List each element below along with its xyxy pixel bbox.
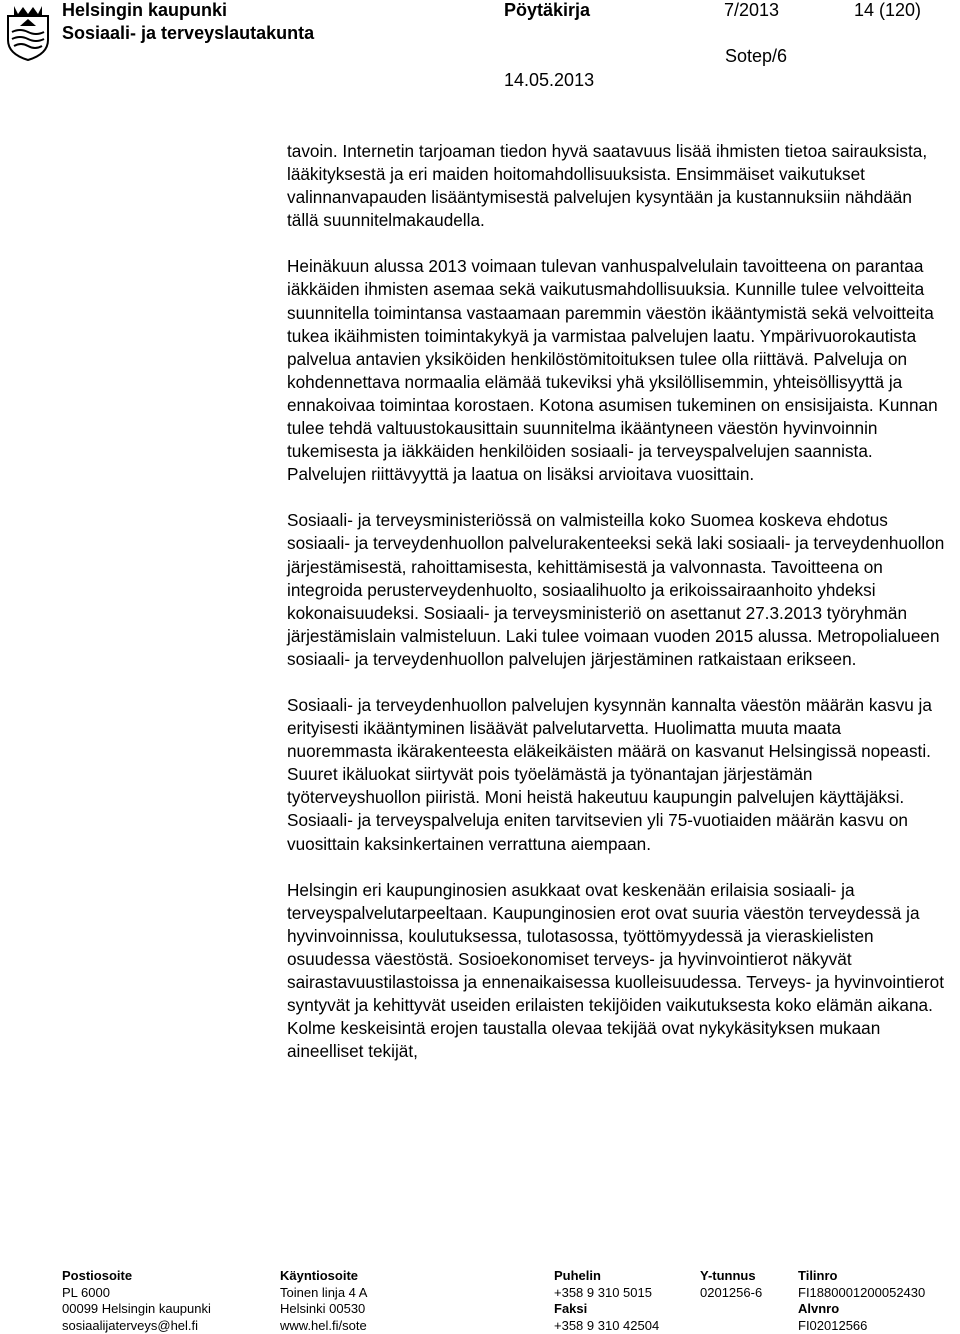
- footer-label: Postiosoite: [62, 1268, 211, 1285]
- footer-value: 0201256-6: [700, 1285, 762, 1302]
- board-name: Sosiaali- ja terveyslautakunta: [62, 23, 314, 43]
- organization-name: Helsingin kaupunki: [62, 0, 227, 20]
- footer-phone: [554, 1268, 659, 1334]
- footer-postal-address: [62, 1268, 211, 1334]
- footer-value: 00099 Helsingin kaupunki: [62, 1301, 211, 1318]
- footer-visiting-address: [280, 1268, 367, 1334]
- paragraph: Heinäkuun alussa 2013 voimaan tulevan vanhuspalvelulain tavoitteena on parantaa iäkkäiden ihmisten asemaa sekä vaikutusmahdollisuuksia. Kunnille tulee velvoitteita suunnitella toimintansa vastaamaan paremmin väestön ikääntymistä sekä velvoitteita tukea ikäihmisten toimintakykyä ja varmistaa palvelujen laatu. Ympärivuorokautista palvelua antavien yksiköiden henkilöstömitoituksen tulee olla riittävä. Palveluja on kohdennettava normaalia elämää tukeviksi yhä yksilöllisemmin, yhteisöllisyyttä ja ennakoivaa toimintaa korostaen. Kotona asumisen tukeminen on ensisijaista. Kunnan tulee tehdä valtuustokausittain suunnitelma ikääntyneen väestön hyvinvoinnin tukemisesta ja iäkkäiden henkilöiden sosiaali- ja terveyspalvelujen saannista. Palvelujen riittävyyttä ja laatua on lisäksi arvioitava vuosittain.: [287, 255, 947, 486]
- meeting-date: 14.05.2013: [504, 70, 594, 90]
- paragraph: Sosiaali- ja terveydenhuollon palvelujen kysynnän kannalta väestön määrän kasvu ja erityisesti ikääntyminen lisäävät palvelutarvetta. Huolimatta muuta maata nuoremmasta ikärakenteesta eläkeikäisten määrä on kasvanut Helsingissä nopeasti. Suuret ikäluokat siirtyvät pois työelämästä ja työnantajan järjestämän työterveyshuollon piiristä. Moni heistä hakeutuu kaupungin palvelujen käyttäjäksi. Sosiaali- ja terveyspalveluja eniten tarvitsevien yli 75-vuotiaiden määrän kasvu on vuosittain kaksinkertainen verrattuna aiempaan.: [287, 694, 947, 856]
- footer-value: FI02012566: [798, 1318, 925, 1334]
- footer-value: +358 9 310 42504: [554, 1318, 659, 1334]
- footer-label: Alvnro: [798, 1301, 925, 1318]
- footer-value: FI1880001200052430: [798, 1285, 925, 1302]
- footer-value: Toinen linja 4 A: [280, 1285, 367, 1302]
- footer-website: www.hel.fi/sote: [280, 1318, 367, 1334]
- footer-account: [798, 1268, 925, 1334]
- agenda-item: Sotep/6: [725, 46, 787, 66]
- footer-label: Käyntiosoite: [280, 1268, 367, 1285]
- footer-label: Y-tunnus: [700, 1268, 762, 1285]
- footer-label: Tilinro: [798, 1268, 925, 1285]
- footer-label: Puhelin: [554, 1268, 659, 1285]
- helsinki-crest-icon: [4, 2, 52, 62]
- footer-email: sosiaalijaterveys@hel.fi: [62, 1318, 211, 1334]
- paragraph: Helsingin eri kaupunginosien asukkaat ovat keskenään erilaisia sosiaali- ja terveyspalvelutarpeeltaan. Kaupunginosien erot ovat suuria väestön terveydessä ja hyvinvoinnissa, koulutuksessa, tulotasossa, työttömyydessä ja vieraskielisten osuudessa väestöstä. Sosioekonomiset terveys- ja hyvinvointierot näkyvät sairastavuustilastoissa ja ennenaikaisessa kuolleisuudessa. Terveys- ja hyvinvointierot syntyvät ja kehittyvät useiden erilaisten tekijöiden vaikutuksesta koko elämän aikana. Kolme keskeisintä erojen taustalla olevaa tekijää ovat nykykäsityksen mukaan aineelliset tekijät,: [287, 879, 947, 1064]
- document-body: [287, 140, 947, 1086]
- paragraph: Sosiaali- ja terveysministeriössä on valmisteilla koko Suomea koskeva ehdotus sosiaali- ja terveydenhuollon palvelurakenteeksi sekä laki sosiaali- ja terveydenhuollon järjestämisestä, rahoittamisesta, kehittämisestä ja valvonnasta. Tavoitteena on integroida perusterveydenhuolto, sosiaalihuolto ja erikoissairaanhoito yhdeksi kokonaisuudeksi. Sosiaali- ja terveysministeriö on asettanut 27.3.2013 työryhmän järjestämislain valmisteluun. Laki tulee voimaan vuoden 2015 alussa. Metropolialueen sosiaali- ja terveydenhuollon palvelujen järjestäminen ratkaistaan erikseen.: [287, 509, 947, 671]
- footer-label: Faksi: [554, 1301, 659, 1318]
- page-number: 14 (120): [854, 0, 921, 20]
- meeting-number: 7/2013: [724, 0, 779, 20]
- footer-value: PL 6000: [62, 1285, 211, 1302]
- paragraph: tavoin. Internetin tarjoaman tiedon hyvä saatavuus lisää ihmisten tietoa sairauksista, lääkityksestä ja eri maiden hoitomahdollisuuksista. Ensimmäiset vaikutukset valinnanvapauden lisääntymisestä palvelujen kysyntään ja kustannuksiin nähdään tällä suunnitelmakaudella.: [287, 140, 947, 232]
- document-type: Pöytäkirja: [504, 0, 590, 20]
- footer-value: +358 9 310 5015: [554, 1285, 659, 1302]
- footer-value: Helsinki 00530: [280, 1301, 367, 1318]
- footer-business-id: [700, 1268, 762, 1301]
